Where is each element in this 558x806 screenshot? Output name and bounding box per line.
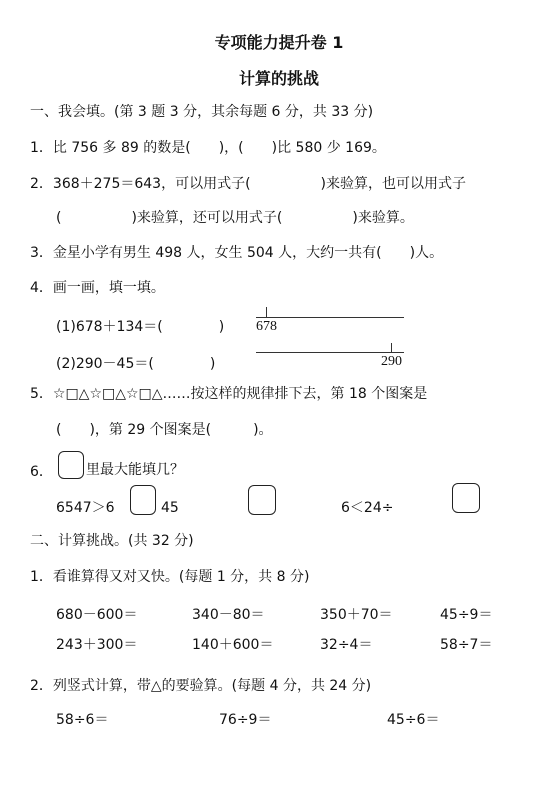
q6-a-answer-box[interactable] [130, 485, 156, 515]
calc-2-3: 32÷4＝ [320, 637, 373, 653]
q6-heading-box [58, 451, 84, 479]
question-1-4-a: (1)678＋134＝( ) [56, 319, 225, 335]
q6-extra-box [248, 485, 276, 515]
calc-1-2: 340－80＝ [192, 607, 265, 623]
section1-heading: 一、我会填。(第 3 题 3 分，其余每题 6 分，共 33 分) [30, 104, 374, 120]
question-1-5-line2: ( )，第 29 个图案是( )。 [56, 422, 273, 438]
calc-2-1: 243＋300＝ [56, 637, 138, 653]
vertical-calc-3: 45÷6＝ [387, 712, 440, 728]
calc-1-1: 680－600＝ [56, 607, 138, 623]
question-1-5-line1: 5．☆□△☆□△☆□△……按这样的规律排下去，第 18 个图案是 [30, 386, 428, 402]
question-1-2-line1: 2．368＋275＝643，可以用式子( )来验算，也可以用式子 [30, 176, 466, 192]
calc-1-3: 350＋70＝ [320, 607, 393, 623]
vertical-calc-2: 76÷9＝ [219, 712, 272, 728]
calc-2-4: 58÷7＝ [440, 637, 493, 653]
page-subtitle: 计算的挑战 [238, 69, 319, 88]
page-title: 专项能力提升卷 1 [214, 33, 344, 52]
question-1-6-number: 6． [30, 464, 53, 480]
number-line-b-tick [391, 343, 392, 353]
section2-q2-heading: 2．列竖式计算，带△的要验算。(每题 4 分，共 24 分) [30, 678, 372, 694]
number-line-b-label: 290 [381, 354, 402, 369]
q6-b-left: 6＜24÷ [341, 500, 394, 516]
calc-1-4: 45÷9＝ [440, 607, 493, 623]
question-1-3: 3．金星小学有男生 498 人，女生 504 人，大约一共有( )人。 [30, 245, 444, 261]
section2-heading: 二、计算挑战。(共 32 分) [30, 533, 194, 549]
calc-2-2: 140＋600＝ [192, 637, 274, 653]
question-1-1: 1．比 756 多 89 的数是( )，( )比 580 少 169。 [30, 140, 386, 156]
q6-b-answer-box[interactable] [452, 483, 480, 513]
question-1-4-b: (2)290－45＝( ) [56, 356, 216, 372]
vertical-calc-1: 58÷6＝ [56, 712, 109, 728]
number-line-a-tick [266, 307, 267, 318]
question-1-4: 4．画一画，填一填。 [30, 280, 165, 296]
number-line-a [256, 317, 404, 318]
number-line-b [256, 352, 404, 353]
question-1-6-text: 里最大能填几？ [86, 462, 184, 478]
question-1-2-line2: ( )来验算，还可以用式子( )来验算。 [56, 210, 414, 226]
q6-a-left: 6547＞6 [56, 500, 115, 516]
number-line-a-label: 678 [256, 319, 277, 334]
q6-a-right: 45 [161, 500, 179, 516]
section2-q1-heading: 1．看谁算得又对又快。(每题 1 分，共 8 分) [30, 569, 310, 585]
